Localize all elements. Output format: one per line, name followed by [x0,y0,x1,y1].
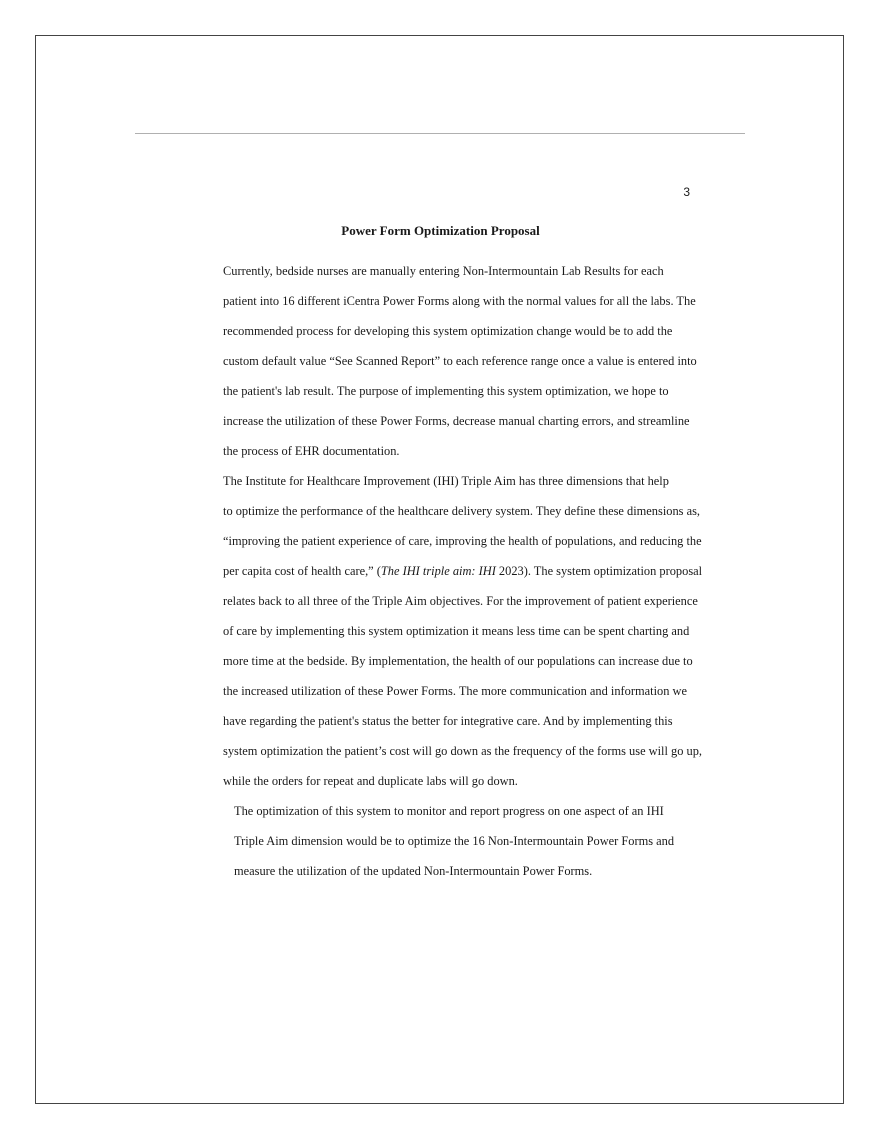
text-line: system optimization the patient’s cost will go down as the frequency of the forms use will go up, [223,744,703,758]
text-line: the process of EHR documentation. [223,444,400,458]
text-line: patient into 16 different iCentra Power Forms along with the normal values for all the labs. The [223,294,696,308]
text-line: custom default value “See Scanned Report” to each reference range once a value is entered into [223,354,697,368]
paragraph-3 [183,796,698,886]
text-line: have regarding the patient's status the better for integrative care. And by implementing this [223,714,673,728]
text-line: to optimize the performance of the healthcare delivery system. They define these dimensions as, [223,504,700,518]
citation-line [183,556,703,586]
text-line: relates back to all three of the Triple Aim objectives. For the improvement of patient experience [223,594,698,608]
text-line: of care by implementing this system optimization it means less time can be spent charting and [223,624,690,638]
page-number: 3 [683,185,690,199]
citation-suffix: 2023). The system optimization proposal [495,564,703,578]
document-title: Power Form Optimization Proposal [341,223,540,238]
header-divider [135,133,745,134]
document-body [183,256,703,886]
text-line: The optimization of this system to monitor and report progress on one aspect of an IHI [234,804,664,818]
text-line: Triple Aim dimension would be to optimize the 16 Non-Intermountain Power Forms and [234,834,675,848]
text-line: increase the utilization of these Power Forms, decrease manual charting errors, and streamline [223,414,690,428]
text-line: “improving the patient experience of care, improving the health of populations, and reducing the [223,534,702,548]
text-line: The Institute for Healthcare Improvement (IHI) Triple Aim has three dimensions that help [223,474,669,488]
text-line: recommended process for developing this system optimization change would be to add the [223,324,673,338]
text-line: while the orders for repeat and duplicate labs will go down. [223,774,518,788]
paragraph-1 [183,256,698,466]
citation-title: The IHI triple aim: IHI [380,564,496,578]
text-line: measure the utilization of the updated Non-Intermountain Power Forms. [234,864,593,878]
paragraph-2 [183,466,703,796]
text-line: Currently, bedside nurses are manually entering Non-Intermountain Lab Results for each [223,264,664,278]
citation-prefix: per capita cost of health care,” ( [223,564,381,578]
text-line: more time at the bedside. By implementation, the health of our populations can increase due to [223,654,693,668]
text-line: the patient's lab result. The purpose of implementing this system optimization, we hope to [223,384,669,398]
text-line: the increased utilization of these Power Forms. The more communication and information we [223,684,687,698]
